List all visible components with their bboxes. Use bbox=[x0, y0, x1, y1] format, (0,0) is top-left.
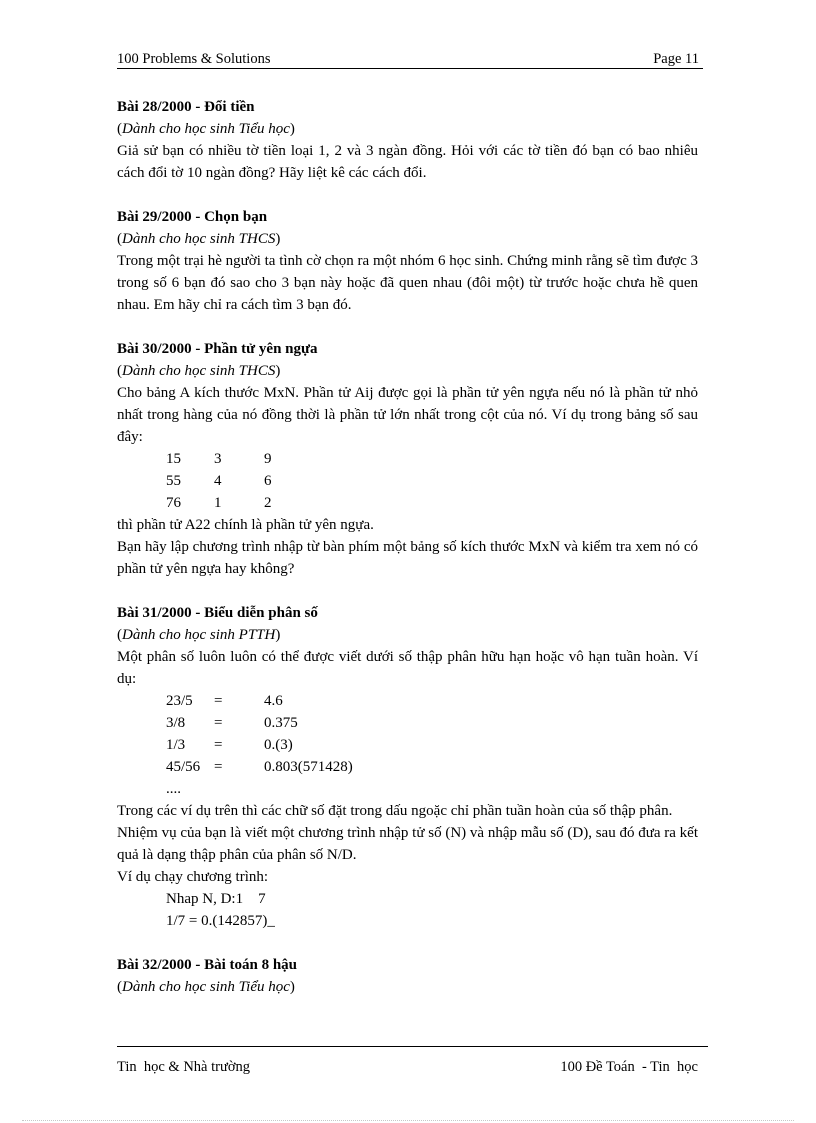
problem-text: Cho bảng A kích thước MxN. Phần tử Aij được gọi là phần tử yên ngựa nếu nó là phần tử nhỏ nhất trong hàng của nó đồng thời là phần tử lớn nhất trong cột của nó. Ví dụ trong bảng số sau đây: bbox=[117, 385, 698, 445]
problem-audience: (Dành cho học sinh THCS) bbox=[117, 231, 281, 247]
sample-run-line: Nhap N, D:1 7 bbox=[166, 891, 266, 907]
footer-left: Tin học & Nhà trường bbox=[117, 1059, 251, 1075]
problem-audience: (Dành cho học sinh THCS) bbox=[117, 363, 281, 379]
problem-28 bbox=[117, 96, 698, 184]
page-footer bbox=[117, 1057, 698, 1077]
problem-text: Giả sử bạn có nhiều tờ tiền loại 1, 2 và 3 ngàn đồng. Hỏi với các tờ tiền đó bạn có bao nhiêu cách đổi tờ 10 ngàn đồng? Hãy liệt kê các cách đổi. bbox=[117, 143, 698, 181]
footer-divider bbox=[117, 1046, 708, 1047]
problem-audience: (Dành cho học sinh PTTH) bbox=[117, 627, 281, 643]
problem-text: Bạn hãy lập chương trình nhập từ bàn phím một bảng số kích thước MxN và kiểm tra xem nó có phần tử yên ngựa hay không? bbox=[117, 539, 698, 577]
problem-32 bbox=[117, 954, 698, 998]
sample-run-line: 1/7 = 0.(142857)_ bbox=[166, 913, 275, 929]
example-row: 3/8 = 0.375 bbox=[166, 715, 298, 731]
example-row: 23/5 = 4.6 bbox=[166, 693, 283, 709]
problem-text: Một phân số luôn luôn có thể được viết dưới số thập phân hữu hạn hoặc vô hạn tuần hoàn. Ví dụ: bbox=[117, 649, 698, 687]
problem-29 bbox=[117, 206, 698, 316]
problem-31 bbox=[117, 602, 698, 932]
example-row: 45/56 = 0.803(571428) bbox=[166, 759, 353, 775]
table-row: 55 4 6 bbox=[166, 473, 272, 489]
problem-30 bbox=[117, 338, 698, 580]
saddle-table bbox=[117, 448, 698, 514]
problem-text: thì phần tử A22 chính là phần tử yên ngựa. bbox=[117, 517, 374, 533]
problem-title: Bài 29/2000 - Chọn bạn bbox=[117, 209, 268, 225]
example-row: 1/3 = 0.(3) bbox=[166, 737, 293, 753]
fraction-examples bbox=[117, 690, 698, 800]
problem-title: Bài 31/2000 - Biểu diễn phân số bbox=[117, 605, 318, 621]
problem-text: Trong các ví dụ trên thì các chữ số đặt trong dấu ngoặc chỉ phần tuần hoàn của số thập phân. bbox=[117, 803, 673, 819]
problem-text: Ví dụ chạy chương trình: bbox=[117, 869, 269, 885]
problem-audience: (Dành cho học sinh Tiểu học) bbox=[117, 979, 295, 995]
problem-title: Bài 28/2000 - Đổi tiền bbox=[117, 99, 255, 115]
page-header bbox=[117, 50, 703, 69]
problem-title: Bài 30/2000 - Phần tử yên ngựa bbox=[117, 341, 318, 357]
problem-text: Nhiệm vụ của bạn là viết một chương trình nhập tử số (N) và nhập mẫu số (D), sau đó đưa ra kết quả là dạng thập phân của phân số N/D. bbox=[117, 825, 698, 863]
page-boundary bbox=[22, 1120, 794, 1121]
page-content bbox=[117, 96, 698, 1020]
problem-text: Trong một trại hè người ta tình cờ chọn ra một nhóm 6 học sinh. Chứng minh rằng sẽ tìm được 3 trong số 6 bạn đó sao cho 3 bạn này hoặc đã quen nhau (đôi một) từ trước hoặc chưa hề quen nhau. Em hãy chỉ ra cách tìm 3 bạn đó. bbox=[117, 253, 698, 313]
ellipsis: .... bbox=[166, 781, 181, 797]
header-page-number: Page 11 bbox=[653, 51, 699, 67]
table-row: 76 1 2 bbox=[166, 495, 272, 511]
problem-audience: (Dành cho học sinh Tiểu học) bbox=[117, 121, 295, 137]
footer-right: 100 Đề Toán - Tin học bbox=[560, 1059, 698, 1075]
table-row: 15 3 9 bbox=[166, 451, 272, 467]
header-title: 100 Problems & Solutions bbox=[117, 51, 271, 67]
problem-title: Bài 32/2000 - Bài toán 8 hậu bbox=[117, 957, 298, 973]
